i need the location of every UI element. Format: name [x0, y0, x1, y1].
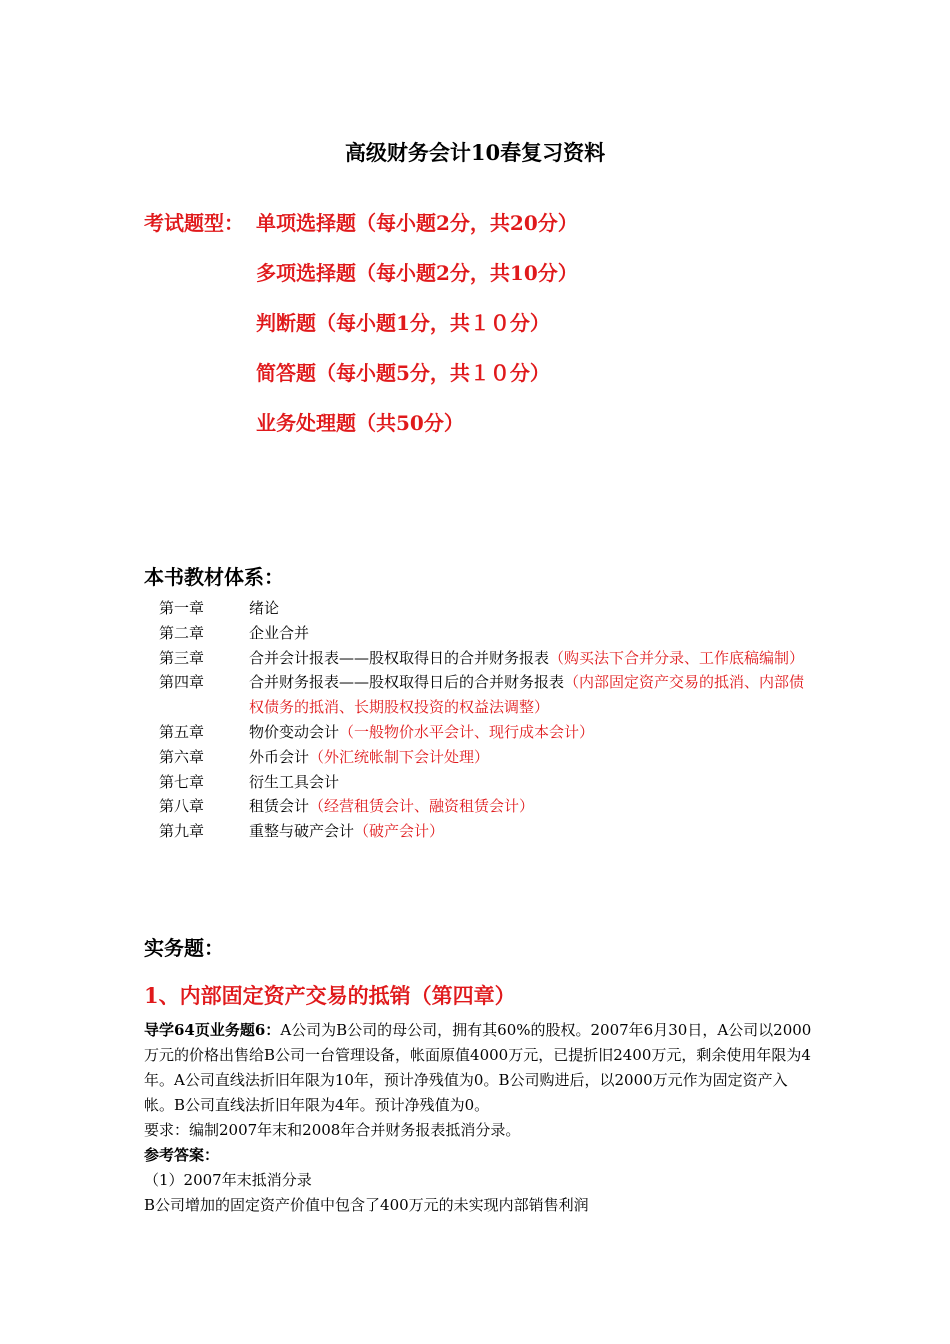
chapter-number: 第四章 — [159, 673, 205, 692]
exam-type-row — [144, 356, 578, 406]
chapter-list — [159, 596, 809, 844]
chapter-number: 第七章 — [159, 772, 205, 791]
exam-type-row — [144, 206, 578, 256]
chapter-row — [159, 745, 809, 770]
chapter-row — [159, 770, 809, 795]
exam-type-item: 单项选择题（每小题2分，共20分） — [256, 211, 578, 235]
chapter-title: 衍生工具会计 — [249, 772, 340, 791]
exam-type-row — [144, 306, 578, 356]
chapter-note: （破产会计） — [354, 822, 445, 841]
exam-type-item: 简答题（每小题5分，共１０分） — [256, 361, 550, 385]
exam-type-row — [144, 406, 578, 456]
exam-types-label: 考试题型： — [144, 211, 244, 235]
exam-type-item: 判断题（每小题1分，共１０分） — [256, 311, 550, 335]
exam-type-item: 多项选择题（每小题2分，共10分） — [256, 261, 578, 285]
chapter-title: 绪论 — [249, 599, 280, 617]
exam-type-row — [144, 256, 578, 306]
chapter-number: 第八章 — [159, 797, 205, 816]
chapter-note: （经营租赁会计、融资租赁会计） — [309, 797, 535, 816]
chapter-number: 第六章 — [159, 747, 205, 766]
chapter-number: 第三章 — [159, 648, 205, 667]
chapter-number: 第一章 — [159, 599, 205, 617]
exam-type-item: 业务处理题（共50分） — [256, 411, 464, 435]
chapter-number: 第九章 — [159, 822, 205, 841]
chapter-row — [159, 720, 809, 745]
chapter-row — [159, 794, 809, 819]
problem-lead: 导学64页业务题6： — [144, 1021, 281, 1039]
answer-label: 参考答案： — [144, 1146, 220, 1164]
exam-types-block — [144, 206, 578, 456]
chapter-title: 合并会计报表——股权取得日的合并财务报表 — [249, 648, 550, 667]
textbook-system-heading: 本书教材体系： — [144, 565, 284, 589]
chapter-title: 合并财务报表——股权取得日后的合并财务报表 — [249, 673, 565, 692]
chapter-note: （内部固定资产交易的抵消、内部债权债务的抵消、长期股权投资的权益法调整） — [249, 673, 805, 717]
chapter-number: 第二章 — [159, 623, 205, 642]
chapter-row — [159, 596, 809, 621]
chapter-row — [159, 670, 809, 720]
chapter-note: （购买法下合并分录、工作底稿编制） — [549, 648, 805, 667]
chapter-title: 物价变动会计 — [249, 722, 340, 741]
chapter-note: （一般物价水平会计、现行成本会计） — [339, 722, 595, 741]
document-title: 高级财务会计10春复习资料 — [344, 140, 606, 165]
chapter-row — [159, 819, 809, 844]
problem-text: A公司为B公司的母公司，拥有其60%的股权。2007年6月30日，A公司以2000万元的价格出售给B公司一台管理设备，帐面原值4000万元，已提折旧2400万元，剩余使用年限为4年。A公司直线法折旧年限为10年，预计净残值为0。B公司购进后，以2000万元作为固定资产入帐。B公司直线法折旧年限为4年。预计净残值为0。 — [144, 1021, 812, 1114]
chapter-title: 重整与破产会计 — [249, 822, 355, 841]
answer-line: （1）2007年末抵消分录 — [144, 1171, 312, 1189]
chapter-note: （外汇统帐制下会计处理） — [309, 747, 490, 766]
chapter-row — [159, 646, 809, 671]
section-heading: 1、内部固定资产交易的抵销（第四章） — [144, 983, 516, 1008]
problem-requirement: 要求：编制2007年末和2008年合并财务报表抵消分录。 — [144, 1121, 521, 1139]
answer-line: B公司增加的固定资产价值中包含了400万元的未实现内部销售利润 — [144, 1196, 589, 1214]
problem-block — [144, 1018, 812, 1218]
chapter-number: 第五章 — [159, 722, 205, 741]
chapter-title: 外币会计 — [249, 747, 310, 766]
chapter-row — [159, 621, 809, 646]
chapter-title: 企业合并 — [249, 623, 310, 642]
practice-heading: 实务题： — [144, 936, 224, 960]
problem-paragraph — [144, 1018, 812, 1118]
chapter-title: 租赁会计 — [249, 797, 310, 816]
